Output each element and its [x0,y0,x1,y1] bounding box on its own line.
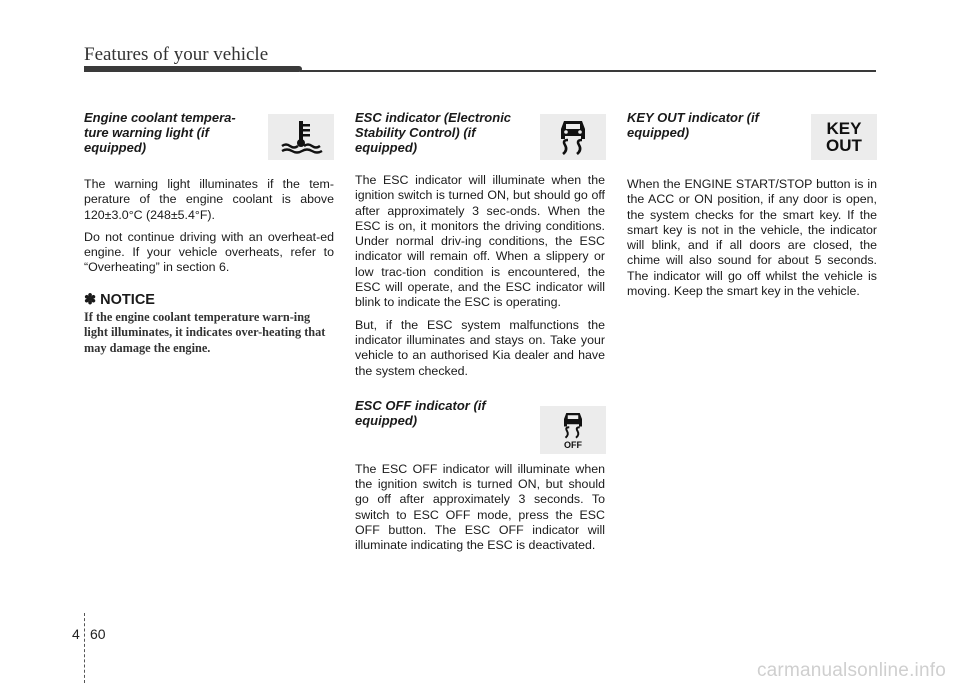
esc-off-paragraph: The ESC OFF indicator will illuminate when the ignition switch is turned ON, but should go off after approximately 3 seconds. To switch to ESC OFF mode, press the ESC OFF button. The ESC OFF indicator will illuminate indicating the ESC is deactivated. [355,461,605,553]
coolant-paragraph-2: Do not continue driving with an overheat-ed engine. If your vehicle overheats, refer to “Overheating” in section 6. [84,229,334,275]
header-bar [84,66,302,72]
esc-off-heading: ESC OFF indicator (if equipped) [355,397,486,428]
page-number: 60 [90,626,106,642]
notice-body: If the engine coolant temperature warn-ing light illuminates, it indicates over-heating that may damage the engine. [84,309,326,355]
header-rule [300,70,876,72]
esc-skidding-car-icon [540,114,606,160]
page-header-title: Features of your vehicle [84,44,269,65]
coolant-paragraph-1: The warning light illuminates if the tem-perature of the engine coolant is above 120±3.0°C (248±5.4°F). [84,177,334,222]
esc-paragraph-1: The ESC indicator will illuminate when the ignition switch is turned ON, but should go off after approximately 3 sec-onds. When the ESC is on, it monitors the driving conditions. Under normal driv-ing conditions, the ESC indicator will remain off. When a slippery or low trac-tion condition is encountered, the ESC will operate, and the ESC indicator will blink to indicate the ESC is operating. [355,173,605,310]
key-out-icon-line1: KEY [826,119,862,138]
notice-title: ✽ NOTICE [84,291,155,308]
coolant-temperature-icon [268,114,334,160]
key-out-indicator-icon [811,114,877,160]
esc-off-icon [540,406,606,454]
key-out-heading: KEY OUT indicator (if equipped) [627,110,759,140]
chapter-number: 4 [72,626,80,642]
esc-heading: ESC indicator (Electronic Stability Control) (if equipped) [355,110,512,155]
key-out-paragraph: When the ENGINE START/STOP button is in the ACC or ON position, if any door is open, the system checks for the smart key. If the smart key is not in the vehicle, the indicator will blink, and if all doors are closed, the chime will also sound for about 5 seconds. The indicator will go off whilst the vehicle is moving. Keep the smart key in the vehicle. [627,177,877,299]
esc-section [355,110,605,561]
page-number-divider [84,613,85,683]
esc-paragraph-2: But, if the ESC system malfunctions the indicator illuminates and stays on. Take your vehicle to an authorised Kia dealer and have the system checked. [355,317,605,378]
coolant-heading: Engine coolant tempera-ture warning light (if equipped) [84,110,236,155]
watermark: carmanualsonline.info [756,660,946,681]
esc-off-label: OFF [564,440,582,450]
key-out-icon-line2: OUT [826,136,862,155]
